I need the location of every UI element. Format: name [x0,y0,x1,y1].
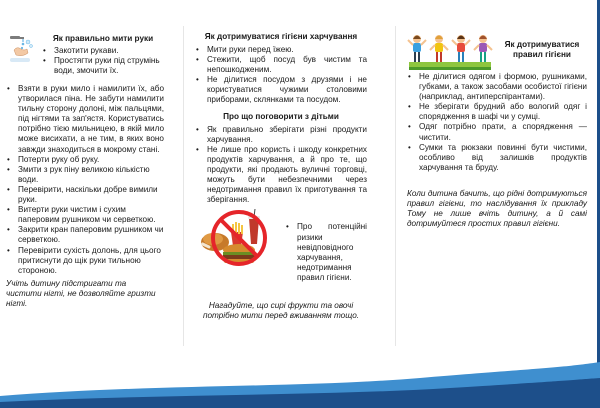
column-1-outro: Учіть дитину підстригати та чистити нігті, не дозволяйте гризти нігті. [6,278,156,308]
list-item: • Взяти в руки мило і намилити їх, або утворилася піна. Не забути намилити тильну сторону долоні, між пальцями, під нігтями та зап'ястя. Користуватись потрібно тією мильницею, в якій мило може висихати, а не тим, в яких воно завжди знаходиться в мокрому стані. [6,84,164,155]
list-item: • Мити руки перед їжею. [195,45,367,55]
fast-food-block [195,206,367,283]
list-item: • Змити з рук піну великою кількістю води. [6,165,164,185]
hygiene-title-row [407,30,587,70]
list-item: • Витерти руки чистим і сухим паперовим рушником чи серветкою. [6,205,164,225]
children-exercise-illustration-icon [407,30,493,70]
list-item: • Не ділитися посудом з друзями і не користуватися чужими столовими приборами, склянками та посудом. [195,75,367,105]
bottom-wave-decoration [0,348,600,408]
handwash-title-block [42,34,164,76]
list-item: • Не ділитися одягом і формою, рушниками, губками, а також засобами особистої гігієни (наприклад, антиперспірантами). [407,72,587,102]
column-3-title: Як дотримуватися правил гігієни [504,40,580,59]
list-item: • Як правильно зберігати різні продукти харчування. [195,125,367,145]
column-2-title: Як дотримуватися гігієни харчування [204,32,358,41]
forbidden-fast-food-illustration-icon [193,206,285,268]
list-item: • Одяг потрібно прати, а спорядження — чистити. [407,122,587,142]
hygiene-rules-list [407,72,587,173]
food-hygiene-list [195,45,367,106]
column-2-subtitle: Про що поговорити з дітьми [223,111,339,121]
list-item: • Закотити рукави. [42,46,164,56]
column-2-outro: Нагадуйте, що сирі фрукти та овочі потрібно мити перед вживанням тощо. [202,300,360,321]
column-food-hygiene [195,32,367,321]
handwash-intro-list [42,46,164,76]
column-1-title: Як правильно мити руки [52,34,154,43]
list-item: • Перевірити сухість долонь, для цього притиснути до щік руки тильною стороною. [6,246,164,276]
list-item: • Про потенційні ризики невідповідного харчування, недотримання правил гігієни. [285,222,367,283]
list-item: • Простягти руки під струмінь води, змочити їх. [42,56,164,76]
column-divider-1 [183,26,184,346]
column-hygiene-rules [407,30,587,229]
risk-list [285,222,367,283]
hygiene-title-wrap [497,30,587,60]
handwash-steps-list [6,155,164,276]
list-item: • Закрити кран паперовим рушником чи серветкою. [6,225,164,245]
list-item: • Не зберігати брудний або вологий одяг і спорядження в шафі чи у сумці. [407,102,587,122]
handwash-illustration-icon [6,30,36,66]
talk-topics-list [195,125,367,206]
list-item: • Потерти руку об руку. [6,155,164,165]
handwash-title-row [6,34,164,76]
list-item: • Перевірити, наскільки добре вимили руки. [6,185,164,205]
column-3-outro: Коли дитина бачить, що рідні дотримуються правил гігієни, то наслідування їх прикладу Тому не лише вчіть дитину, а й самі дотримуйтеся простих правил гігієни. [407,188,587,229]
list-item: • Стежити, щоб посуд був чистим та непошкодженим. [195,55,367,75]
list-item: • Сумки та рюкзаки повинні бути чистими, особливо від залишків продуктів харчування та бруду. [407,143,587,173]
column-divider-2 [395,26,396,346]
list-item: • Не лише про користь і шкоду конкретних продуктів харчування, а й про те, що продукти, які продають вуличні торговці, можуть бути небезпечними через недотримання правил їх приготування та зберігання. [195,145,367,206]
handwash-soap-list [6,84,164,155]
column-handwashing [6,34,164,309]
